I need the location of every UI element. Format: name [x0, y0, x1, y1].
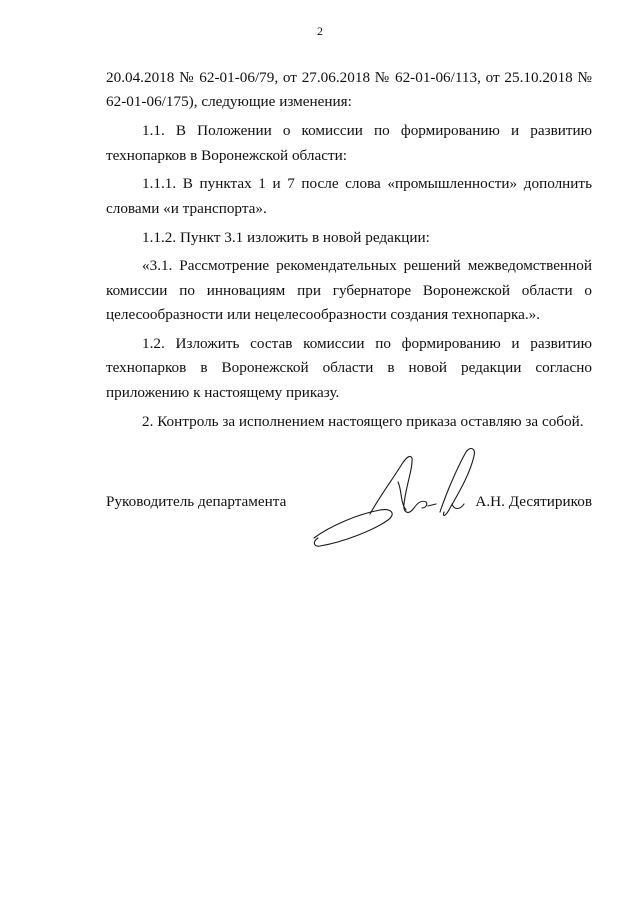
paragraph-2: 2. Контроль за исполнением настоящего приказа оставляю за собой.	[142, 412, 584, 430]
paragraph-1-1-2: 1.1.2. Пункт 3.1 изложить в новой редакции:	[142, 228, 430, 246]
document-body	[106, 66, 592, 438]
handwritten-signature	[310, 446, 490, 556]
paragraph-1-1-1: 1.1.1. В пунктах 1 и 7 после слова «промышленности» дополнить словами «и транспорта».	[106, 175, 592, 217]
signatory-name: А.Н. Десятириков	[475, 493, 592, 510]
paragraph-quote-3-1: «3.1. Рассмотрение рекомендательных решений межведомственной комиссии по инновациям при губернаторе Воронежской области о целесообразности или нецелесообразности создания технопарка.».	[106, 257, 592, 324]
paragraph-1-1: 1.1. В Положении о комиссии по формированию и развитию технопарков в Воронежской области:	[106, 122, 592, 164]
signatory-position: Руководитель департамента	[106, 493, 287, 510]
page-number: 2	[317, 24, 323, 38]
paragraph-amendment-intro: 20.04.2018 № 62-01-06/79, от 27.06.2018 № 62-01-06/113, от 25.10.2018 № 62-01-06/175), следующие изменения:	[106, 69, 592, 111]
paragraph-1-2: 1.2. Изложить состав комиссии по формированию и развитию технопарков в Воронежской области в новой редакции согласно приложению к настоящему приказу.	[106, 335, 592, 401]
